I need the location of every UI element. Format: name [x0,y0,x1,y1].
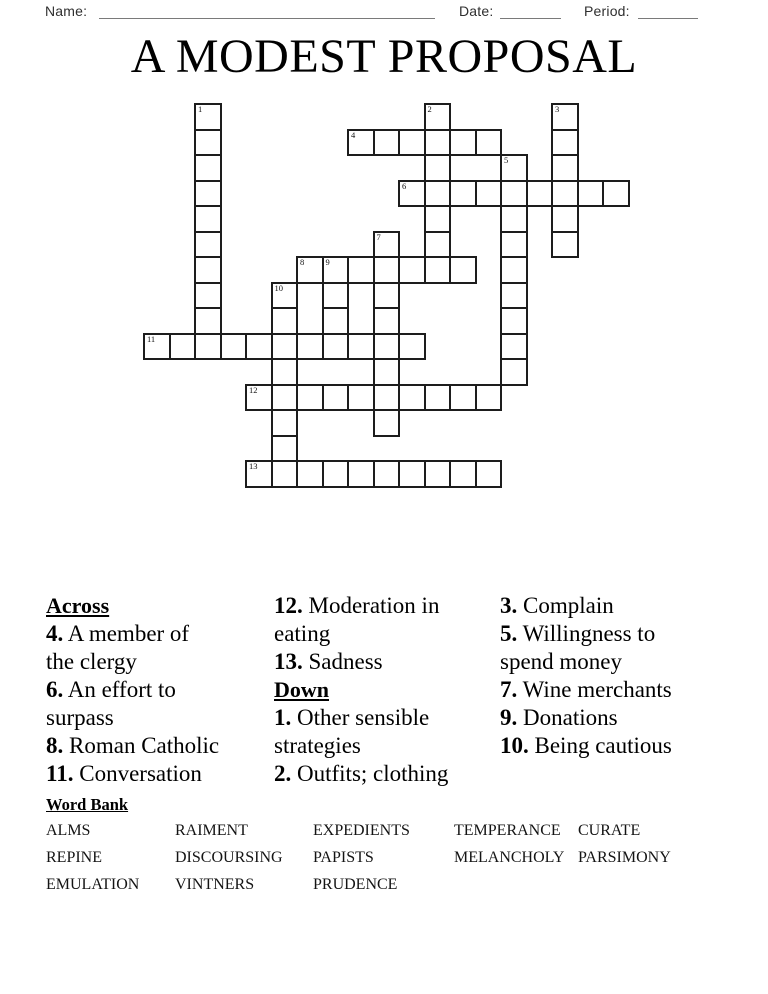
clue-number: 2. [274,761,292,786]
grid-cell [500,333,528,361]
grid-cell [398,180,426,208]
grid-cell [373,307,401,335]
clue-number: 5. [500,621,518,646]
grid-cell [271,333,299,361]
clues-column-middle [274,592,479,788]
clue-down-10 [500,732,705,760]
grid-cell [373,256,401,284]
grid-cell [551,154,579,182]
grid-cell [500,307,528,335]
grid-cell [194,333,222,361]
grid-cell [194,129,222,157]
clue-text: Being cautious [534,733,672,758]
word-bank-item: VINTNERS [175,876,255,893]
grid-cell [500,282,528,310]
grid-cell [551,103,579,131]
grid-cell [271,460,299,488]
grid-cell [398,256,426,284]
grid-cell [347,460,375,488]
grid-cell [373,282,401,310]
grid-cell [551,180,579,208]
grid-cell [500,256,528,284]
cell-number: 3 [555,104,560,114]
grid-cell [551,231,579,259]
grid-cell [424,231,452,259]
period-label: Period: [584,3,630,19]
word-bank [46,817,736,898]
clue-down-9 [500,704,705,732]
grid-cell [424,460,452,488]
grid-cell [296,460,324,488]
grid-cell [245,333,273,361]
clue-number: 11. [46,761,74,786]
clue-across-11 [46,760,222,788]
grid-cell [143,333,171,361]
period-blank-line [638,4,698,19]
word-bank-item: PRUDENCE [313,876,398,893]
clue-number: 9. [500,705,518,730]
grid-cell [296,256,324,284]
date-blank-line [500,4,561,19]
grid-cell [245,384,273,412]
clue-number: 6. [46,677,64,702]
name-blank-line [99,4,435,19]
grid-cell [347,384,375,412]
grid-cell [347,333,375,361]
grid-cell [449,180,477,208]
grid-cell [373,358,401,386]
grid-cell [271,409,299,437]
grid-cell [424,103,452,131]
grid-cell [271,435,299,463]
worksheet-title: A MODEST PROPOSAL [130,30,638,83]
grid-cell [449,129,477,157]
grid-cell [245,460,273,488]
grid-cell [271,384,299,412]
grid-cell [398,333,426,361]
name-label: Name: [45,3,88,19]
grid-cell [551,205,579,233]
clue-text: A member of the clergy [46,621,190,674]
grid-cell [373,409,401,437]
word-bank-item: ALMS [46,822,91,839]
grid-cell [373,384,401,412]
clue-across-13 [274,648,479,676]
grid-cell [475,129,503,157]
clue-text: Willingness to spend money [500,621,656,674]
grid-cell [347,256,375,284]
grid-cell [271,358,299,386]
clue-number: 1. [274,705,292,730]
clues-column-down [500,592,705,760]
word-bank-item: REPINE [46,849,102,866]
grid-cell [475,384,503,412]
word-bank-item: EMULATION [46,876,140,893]
clue-across-12 [274,592,479,648]
clue-number: 3. [500,593,518,618]
grid-cell [194,103,222,131]
grid-cell [398,129,426,157]
grid-cell [551,129,579,157]
grid-cell [424,129,452,157]
clue-number: 7. [500,677,518,702]
grid-cell [500,205,528,233]
clue-across-6 [46,676,222,732]
grid-cell [194,256,222,284]
word-bank-item: CURATE [578,822,641,839]
clue-number: 13. [274,649,303,674]
clue-number: 12. [274,593,303,618]
cell-number: 11 [147,333,156,344]
grid-cell [398,460,426,488]
grid-cell [194,180,222,208]
grid-cell [322,384,350,412]
word-bank-heading: Word Bank [46,795,129,814]
clue-down-2 [274,760,479,788]
grid-cell [322,256,350,284]
grid-cell [500,358,528,386]
date-label: Date: [459,3,494,19]
grid-cell [449,384,477,412]
cell-number: 2 [427,104,432,114]
grid-cell [220,333,248,361]
crossword-grid [143,103,630,488]
clue-text: Wine merchants [522,677,672,702]
grid-cell [373,231,401,259]
grid-cell [271,307,299,335]
cell-number: 8 [300,257,305,267]
grid-cell [424,154,452,182]
cell-number: 12 [249,384,258,395]
clue-text: Complain [523,593,614,618]
grid-cell [322,307,350,335]
cell-number: 9 [325,257,330,267]
across-heading: Across [46,593,110,618]
clue-text: Outfits; clothing [297,761,449,786]
grid-cell [424,180,452,208]
grid-cell [194,307,222,335]
grid-cell [194,282,222,310]
clue-down-1 [274,704,479,760]
clue-number: 10. [500,733,529,758]
clue-text: Roman Catholic [69,733,220,758]
word-bank-item: TEMPERANCE [454,822,561,839]
grid-cell [194,231,222,259]
grid-cell [500,154,528,182]
grid-cell [194,205,222,233]
word-bank-item: EXPEDIENTS [313,822,410,839]
grid-cell [602,180,630,208]
word-bank-item: RAIMENT [175,822,248,839]
cell-number: 4 [351,129,356,140]
grid-cell [526,180,554,208]
word-bank-item: PARSIMONY [578,849,671,866]
clue-down-7 [500,676,705,704]
clue-across-8 [46,732,222,760]
grid-cell [449,256,477,284]
clue-text: An effort to surpass [46,677,176,730]
grid-cell [322,460,350,488]
down-heading: Down [274,677,330,702]
grid-cell [500,180,528,208]
grid-cell [322,333,350,361]
grid-cell [500,231,528,259]
clues-column-across [46,592,222,788]
grid-cell [322,282,350,310]
grid-cell [475,180,503,208]
grid-cell [347,129,375,157]
grid-cell [373,460,401,488]
grid-cell [194,154,222,182]
clue-text: Sadness [308,649,383,674]
grid-cell [373,333,401,361]
grid-cell [296,333,324,361]
word-bank-item: MELANCHOLY [454,849,565,866]
cell-number: 5 [504,155,509,165]
clue-across-4 [46,620,222,676]
grid-cell [271,282,299,310]
grid-cell [449,460,477,488]
grid-cell [169,333,197,361]
grid-cell [475,460,503,488]
clue-text: Other sensible strategies [274,705,430,758]
clue-text: Moderation in eating [274,593,440,646]
clue-number: 8. [46,733,64,758]
cell-number: 13 [249,461,258,471]
grid-cell [398,384,426,412]
cell-number: 7 [376,231,381,242]
cell-number: 6 [402,180,407,191]
clue-down-3 [500,592,705,620]
grid-cell [424,205,452,233]
cell-number: 1 [198,104,203,114]
cell-number: 10 [274,282,283,293]
grid-cell [424,384,452,412]
word-bank-item: DISCOURSING [175,849,283,866]
word-bank-item: PAPISTS [313,849,374,866]
clue-text: Conversation [79,761,202,786]
clue-down-5 [500,620,705,676]
grid-cell [577,180,605,208]
grid-cell [296,384,324,412]
clue-number: 4. [46,621,64,646]
grid-cell [373,129,401,157]
grid-cell [424,256,452,284]
clue-text: Donations [523,705,618,730]
